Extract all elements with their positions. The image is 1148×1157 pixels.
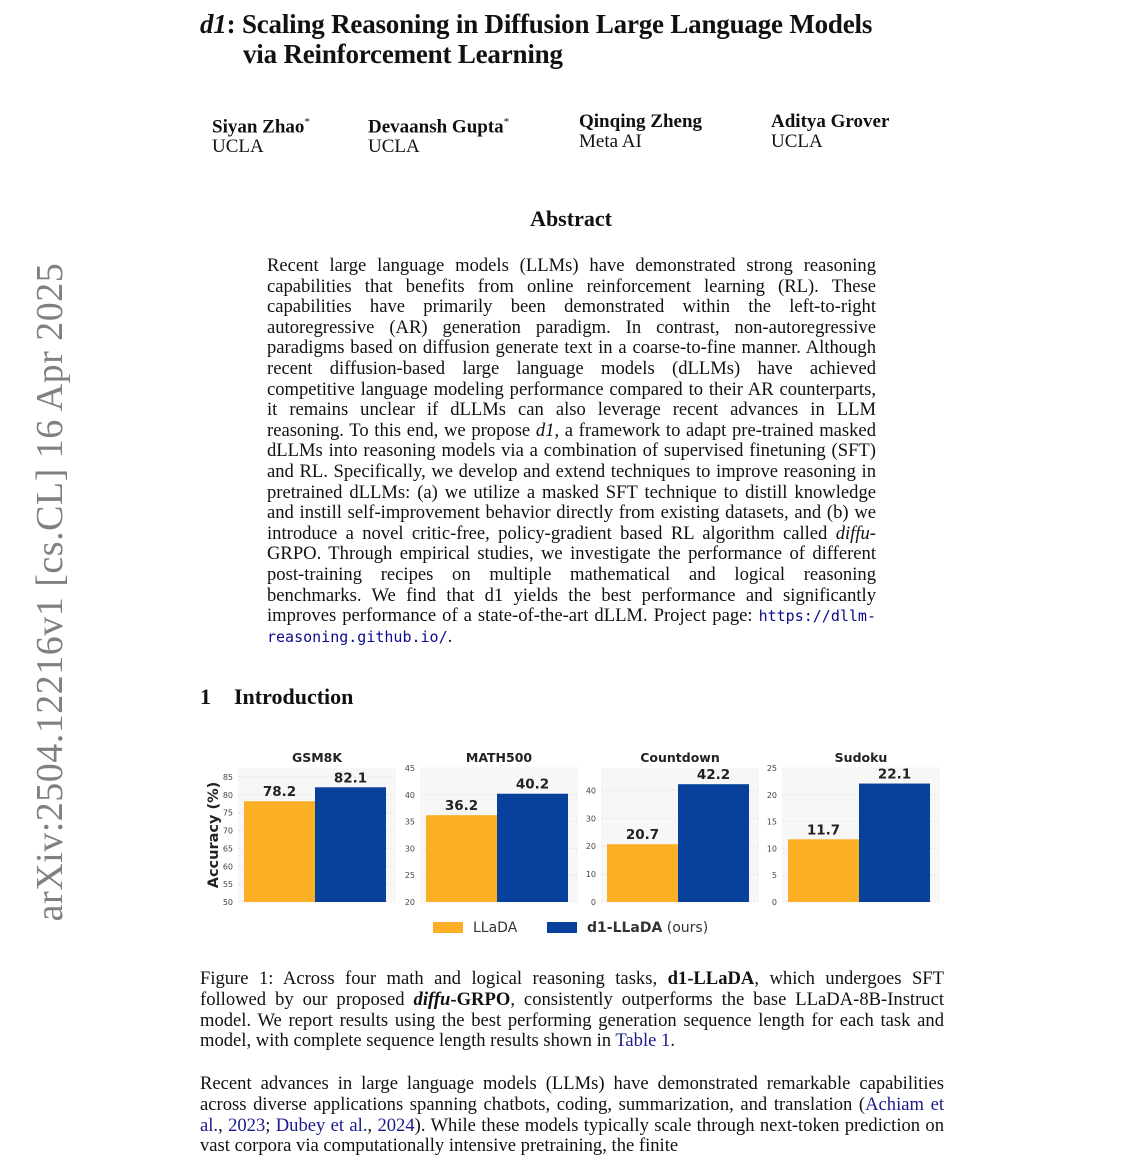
y-tick-label: 25 <box>766 764 777 773</box>
y-tick-label: 10 <box>766 844 777 854</box>
y-tick-label: 20 <box>585 842 596 852</box>
section-heading <box>200 684 353 710</box>
chart-legend <box>433 920 708 936</box>
figure-caption: Figure 1: Across four math and logical reasoning tasks, d1-LLaDA, which undergoes SFT followed by our proposed diffu-GRPO, consistently outperforms the base LLaDA-8B-Instruct model. We report results using the best performing generation sequence length for each task and model, with complete sequence length results shown in Table 1. <box>200 968 945 1052</box>
y-tick-label: 85 <box>222 772 233 782</box>
bar-value-label: 40.2 <box>515 776 550 793</box>
y-tick-label: 65 <box>222 844 233 854</box>
y-tick-label: 40 <box>404 790 415 800</box>
abstract-heading: Abstract <box>530 206 612 231</box>
y-tick-label: 20 <box>404 898 415 907</box>
chart-panel <box>767 750 940 907</box>
d1-term: d1 <box>535 419 555 441</box>
legend-label-d1-llada: d1-LLaDA (ours) <box>587 920 709 936</box>
bar-d1-llada <box>497 794 568 902</box>
legend-swatch-d1-llada <box>547 922 577 933</box>
bar-d1-llada <box>315 787 386 902</box>
panel-title: MATH500 <box>465 750 533 765</box>
citation-year-link[interactable]: 2023 <box>228 1114 266 1136</box>
citation-year-link[interactable]: 2024 <box>377 1114 415 1136</box>
author-name: Devaansh Gupta <box>368 116 504 138</box>
bar-value-label: 11.7 <box>806 822 841 839</box>
bar-llada <box>607 844 678 902</box>
y-tick-label: 15 <box>766 817 777 827</box>
table-1-link[interactable]: Table 1 <box>615 1030 671 1052</box>
title-d1: d1 <box>200 9 227 39</box>
bar-llada <box>788 839 859 902</box>
y-tick-label: 70 <box>222 826 233 836</box>
author-affiliation: UCLA <box>212 136 264 158</box>
bar-value-label: 36.2 <box>444 798 479 815</box>
title-line2: via Reinforcement Learning <box>243 39 563 69</box>
y-tick-label: 80 <box>222 790 233 800</box>
citation-link[interactable]: Dubey et al. <box>275 1114 368 1136</box>
bar-llada <box>426 815 497 902</box>
author <box>212 112 368 157</box>
title-line1: : Scaling Reasoning in Diffusion Large Language Models <box>226 9 873 39</box>
panel-title: Sudoku <box>834 750 888 765</box>
y-tick-label: 75 <box>222 808 233 818</box>
y-tick-label: 30 <box>404 844 415 854</box>
y-tick-label: 45 <box>404 764 415 773</box>
y-tick-label: 40 <box>585 786 596 796</box>
intro-paragraph: Recent advances in large language models (LLMs) have demonstrated remarkable capabilities across diverse applications spanning chatbots, coding, summarization, and translation (Achiam et al., 2023; Dubey et al., 2024). While these models typically scale through next-token prediction on vast corpora via computationally intensive pretraining, the finite <box>200 1073 944 1157</box>
y-tick-label: 10 <box>585 870 596 880</box>
bar-value-label: 82.1 <box>333 770 368 787</box>
diffu-term: diffu <box>835 522 870 544</box>
chart-panel <box>223 750 396 907</box>
author-name: Qinqing Zheng <box>579 111 703 132</box>
y-tick-label: 25 <box>404 871 415 881</box>
y-tick-label: 35 <box>404 817 415 827</box>
chart-panel <box>405 750 578 907</box>
legend-label-llada: LLaDA <box>473 920 518 936</box>
bar-chart <box>196 745 956 945</box>
author <box>771 112 971 157</box>
legend-swatch-llada <box>433 922 463 933</box>
equal-contribution-mark: * <box>503 116 510 128</box>
y-tick-label: 30 <box>585 814 596 824</box>
arxiv-stamp: arXiv:2504.12216v1 [cs.CL] 16 Apr 2025 <box>29 262 71 922</box>
abstract-text: Recent large language models (LLMs) have demonstrated strong reasoning capabilities that benefits from online reinforcement learning (RL). These capabilities have primarily been demonstrated within the left-to-right autoregressive (AR) generation paradigm. In contrast, non-autoregressive paradigms based on diffusion generate text in a coarse-to-fine manner. Although recent diffusion-based large language models (dLLMs) have achieved competitive language modeling performance compared to their AR counterparts, it remains unclear if dLLMs can also leverage recent advances in LLM reasoning. To this end, we propose d1, a framework to adapt pre-trained masked dLLMs into reasoning models via a combination of supervised finetuning (SFT) and RL. Specifically, we develop and extend techniques to improve reasoning in pretrained dLLMs: (a) we utilize a masked SFT technique to distill knowledge and instill self-improvement behavior directly from existing datasets, and (b) we introduce a novel critic-free, policy-gradient based RL algorithm called diffu-GRPO. Through empirical studies, we investigate the performance of different post-training recipes on multiple mathematical and logical reasoning benchmarks. We find that d1 yields the best performance and significantly improves performance of a state-of-the-art dLLM. Project page: https://dllm-reasoning.github.io/. <box>267 255 876 647</box>
chart-panel <box>586 750 759 907</box>
equal-contribution-mark: * <box>304 116 310 128</box>
bar-d1-llada <box>859 784 930 902</box>
author-affiliation: Meta AI <box>579 131 642 152</box>
y-tick-label: 20 <box>766 790 777 800</box>
y-tick-label: 50 <box>222 898 233 907</box>
author-affiliation: UCLA <box>368 136 420 158</box>
author-name: Aditya Grover <box>771 111 890 132</box>
author <box>579 112 771 157</box>
y-tick-label: 60 <box>222 862 233 872</box>
panel-title: GSM8K <box>291 750 343 765</box>
panel-title: Countdown <box>640 750 720 765</box>
author-affiliation: UCLA <box>771 131 823 152</box>
y-axis-label: Accuracy (%) <box>206 781 222 889</box>
author <box>368 112 579 157</box>
citation-link[interactable]: Achiam et al. <box>200 1093 944 1136</box>
y-tick-label: 55 <box>222 880 233 890</box>
section-title: Introduction <box>234 684 354 709</box>
bar-value-label: 22.1 <box>877 766 912 783</box>
author-name: Siyan Zhao <box>212 116 305 138</box>
bar-llada <box>244 801 315 902</box>
y-tick-label: 0 <box>771 898 777 907</box>
figure-1 <box>196 745 956 945</box>
bar-value-label: 78.2 <box>262 784 297 801</box>
bar-d1-llada <box>678 784 749 902</box>
bar-value-label: 42.2 <box>696 767 731 784</box>
y-tick-label: 0 <box>590 898 596 907</box>
project-page-link[interactable]: https://dllm-reasoning.github.io/ <box>267 607 876 646</box>
y-tick-label: 5 <box>771 871 777 881</box>
paper-title <box>200 9 960 69</box>
section-number: 1 <box>200 684 211 709</box>
author-list <box>212 112 971 157</box>
bar-value-label: 20.7 <box>625 827 660 844</box>
